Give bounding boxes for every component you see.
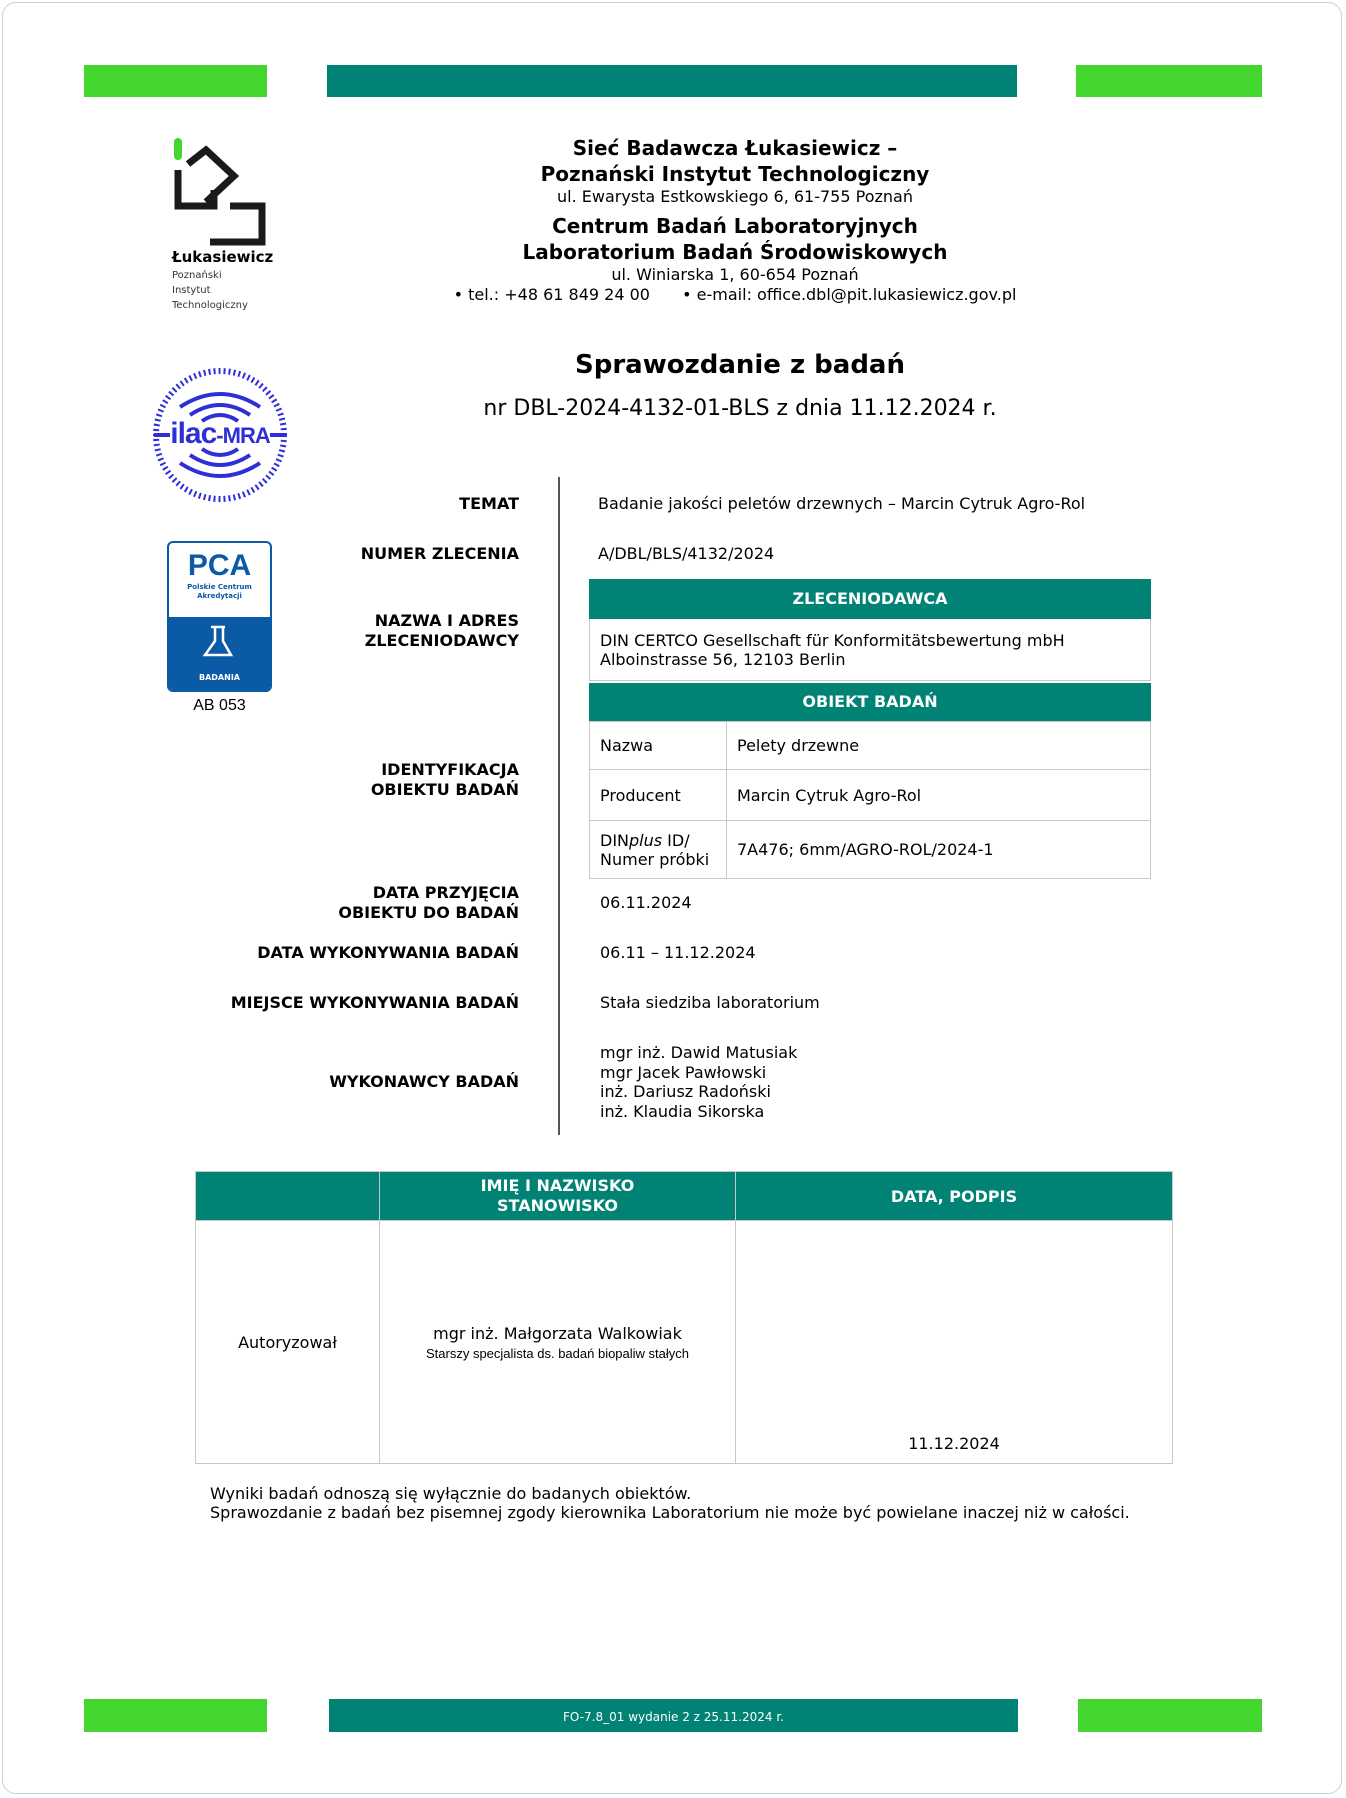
signature-header-empty [196, 1172, 380, 1221]
client-address: Alboinstrasse 56, 12103 Berlin [600, 650, 846, 669]
object-label-nazwa: Nazwa [590, 722, 727, 770]
org-address: ul. Ewarysta Estkowskiego 6, 61-755 Poznań [557, 187, 913, 206]
lukasiewicz-logo [170, 136, 280, 316]
client-name: DIN CERTCO Gesellschaft für Konformitätsbewertung mbH [600, 631, 1065, 650]
field-divider [558, 477, 560, 1135]
logo-sub1: Poznański [172, 270, 222, 281]
data-przyjecia-label-1: DATA PRZYJĘCIA [372, 883, 519, 902]
object-row-producent [590, 770, 1151, 821]
signature-header-date: DATA, PODPIS [736, 1172, 1173, 1221]
bottom-bar-center [329, 1699, 1018, 1732]
wykonawca-2: mgr Jacek Pawłowski [600, 1062, 767, 1082]
pca-sub1: Polskie Centrum [187, 583, 252, 591]
top-bar-center [327, 65, 1017, 97]
wykonawcy-list [600, 1043, 797, 1121]
signature-date-cell [736, 1221, 1173, 1464]
data-przyjecia-label [338, 883, 519, 923]
org-line2: Poznański Instytut Technologiczny [540, 162, 930, 186]
pca-badge [167, 541, 272, 692]
lab-line1: Centrum Badań Laboratoryjnych [552, 214, 918, 238]
object-row-id [590, 821, 1151, 879]
wykonawca-4: inż. Klaudia Sikorska [600, 1101, 765, 1121]
object-box [589, 683, 1151, 879]
header-name-line1: IMIĘ I NAZWISKO [480, 1176, 635, 1195]
wykonawcy-label: WYKONAWCY BADAŃ [329, 1072, 519, 1091]
mra-word: -MRA [216, 423, 270, 448]
signature-position: Starszy specjalista ds. badań biopaliw stałych [425, 1345, 690, 1361]
object-label-id [590, 821, 727, 879]
email[interactable]: • e-mail: office.dbl@pit.lukasiewicz.gov.pl [682, 285, 1017, 304]
pca-sub2: Akredytacji [197, 592, 242, 600]
data-przyjecia-value: 06.11.2024 [600, 893, 692, 912]
signature-row [196, 1221, 1173, 1464]
ident-label-2: OBIEKTU BADAŃ [370, 780, 519, 799]
bottom-bar-right [1078, 1699, 1262, 1732]
ilac-mra-seal [150, 365, 290, 505]
id-label-id: ID/ [662, 830, 690, 850]
pca-blue-field [169, 617, 270, 692]
notes [210, 1484, 1130, 1522]
ident-label [371, 760, 519, 800]
client-box-header: ZLECENIODAWCA [589, 579, 1151, 619]
logo-sub3: Technologiczny [172, 300, 248, 311]
form-id: FO-7.8_01 wydanie 2 z 25.11.2024 r. [563, 1710, 784, 1724]
top-bar-left [84, 65, 267, 97]
data-wykonania-value: 06.11 – 11.12.2024 [600, 943, 756, 962]
client-box [589, 579, 1151, 681]
miejsce-label: MIEJSCE WYKONYWANIA BADAŃ [230, 993, 519, 1012]
logo-name: Łukasiewicz [172, 248, 274, 266]
ident-label-1: IDENTYFIKACJA [381, 760, 519, 779]
id-label-numer: Numer próbki [600, 849, 710, 869]
note-1: Wyniki badań odnoszą się wyłącznie do badanych obiektów. [210, 1484, 692, 1503]
object-value-id: 7A476; 6mm/AGRO-ROL/2024-1 [727, 821, 1151, 879]
logo-sub2: Instytut [172, 285, 211, 296]
pca-badania: BADANIA [199, 673, 240, 682]
adres-label-1: NAZWA I ADRES [374, 611, 519, 630]
zlecenie-label: NUMER ZLECENIA [360, 544, 519, 563]
signature-table [195, 1171, 1173, 1464]
signature-header-row [196, 1172, 1173, 1221]
bottom-bar-left [84, 1699, 267, 1732]
phone: • tel.: +48 61 849 24 00 [453, 285, 650, 304]
adres-label-2: ZLECENIODAWCY [364, 631, 519, 650]
ilac-text [152, 417, 288, 451]
signature-header-name [380, 1172, 736, 1221]
zlecenie-value: A/DBL/BLS/4132/2024 [598, 544, 775, 563]
signature-person: mgr inż. Małgorzata Walkowiak [433, 1323, 682, 1343]
adres-label [365, 611, 519, 651]
wykonawca-3: inż. Dariusz Radoński [600, 1082, 771, 1101]
flask-icon [169, 617, 270, 667]
note-2: Sprawozdanie z badań bez pisemnej zgody kierownika Laboratorium nie może być powielane inaczej niż w całości. [210, 1503, 1130, 1522]
lab-line2: Laboratorium Badań Środowiskowych [522, 240, 948, 264]
object-box-header: OBIEKT BADAŃ [589, 683, 1151, 721]
pca-subtitle [169, 583, 270, 601]
object-value-producent: Marcin Cytruk Agro-Rol [727, 770, 1151, 821]
org-line1: Sieć Badawcza Łukasiewicz – [572, 136, 898, 160]
contact-line [430, 285, 1040, 305]
object-row-nazwa [590, 722, 1151, 770]
report-number: nr DBL-2024-4132-01-BLS z dnia 11.12.2024 r. [483, 396, 997, 421]
signature-role: Autoryzował [196, 1221, 380, 1464]
wykonawca-1: mgr inż. Dawid Matusiak [600, 1043, 798, 1062]
object-label-producent: Producent [590, 770, 727, 821]
data-przyjecia-label-2: OBIEKTU DO BADAŃ [338, 903, 519, 922]
pca-title: PCA [187, 549, 252, 582]
data-wykonania-label: DATA WYKONYWANIA BADAŃ [257, 943, 519, 962]
report-title: Sprawozdanie z badań [575, 350, 905, 380]
pca-code: AB 053 [193, 697, 246, 714]
header-block [430, 135, 1040, 305]
temat-label: TEMAT [459, 494, 519, 513]
temat-value: Badanie jakości peletów drzewnych – Marcin Cytruk Agro-Rol [598, 494, 1086, 513]
lukasiewicz-logo-mark [170, 136, 270, 246]
logo-subtitle [172, 268, 248, 313]
top-bar-right [1076, 65, 1262, 97]
signature-date: 11.12.2024 [908, 1434, 1000, 1453]
signature-person-cell [380, 1221, 736, 1464]
miejsce-value: Stała siedziba laboratorium [600, 993, 820, 1012]
client-box-body [589, 619, 1151, 681]
header-name-line2: STANOWISKO [497, 1196, 618, 1215]
lab-address: ul. Winiarska 1, 60-654 Poznań [611, 265, 859, 284]
ilac-word: ilac [170, 417, 217, 450]
object-table [589, 721, 1151, 879]
object-value-nazwa: Pelety drzewne [727, 722, 1151, 770]
id-label-din: DIN [600, 830, 630, 850]
id-label-plus: plus [629, 830, 663, 850]
